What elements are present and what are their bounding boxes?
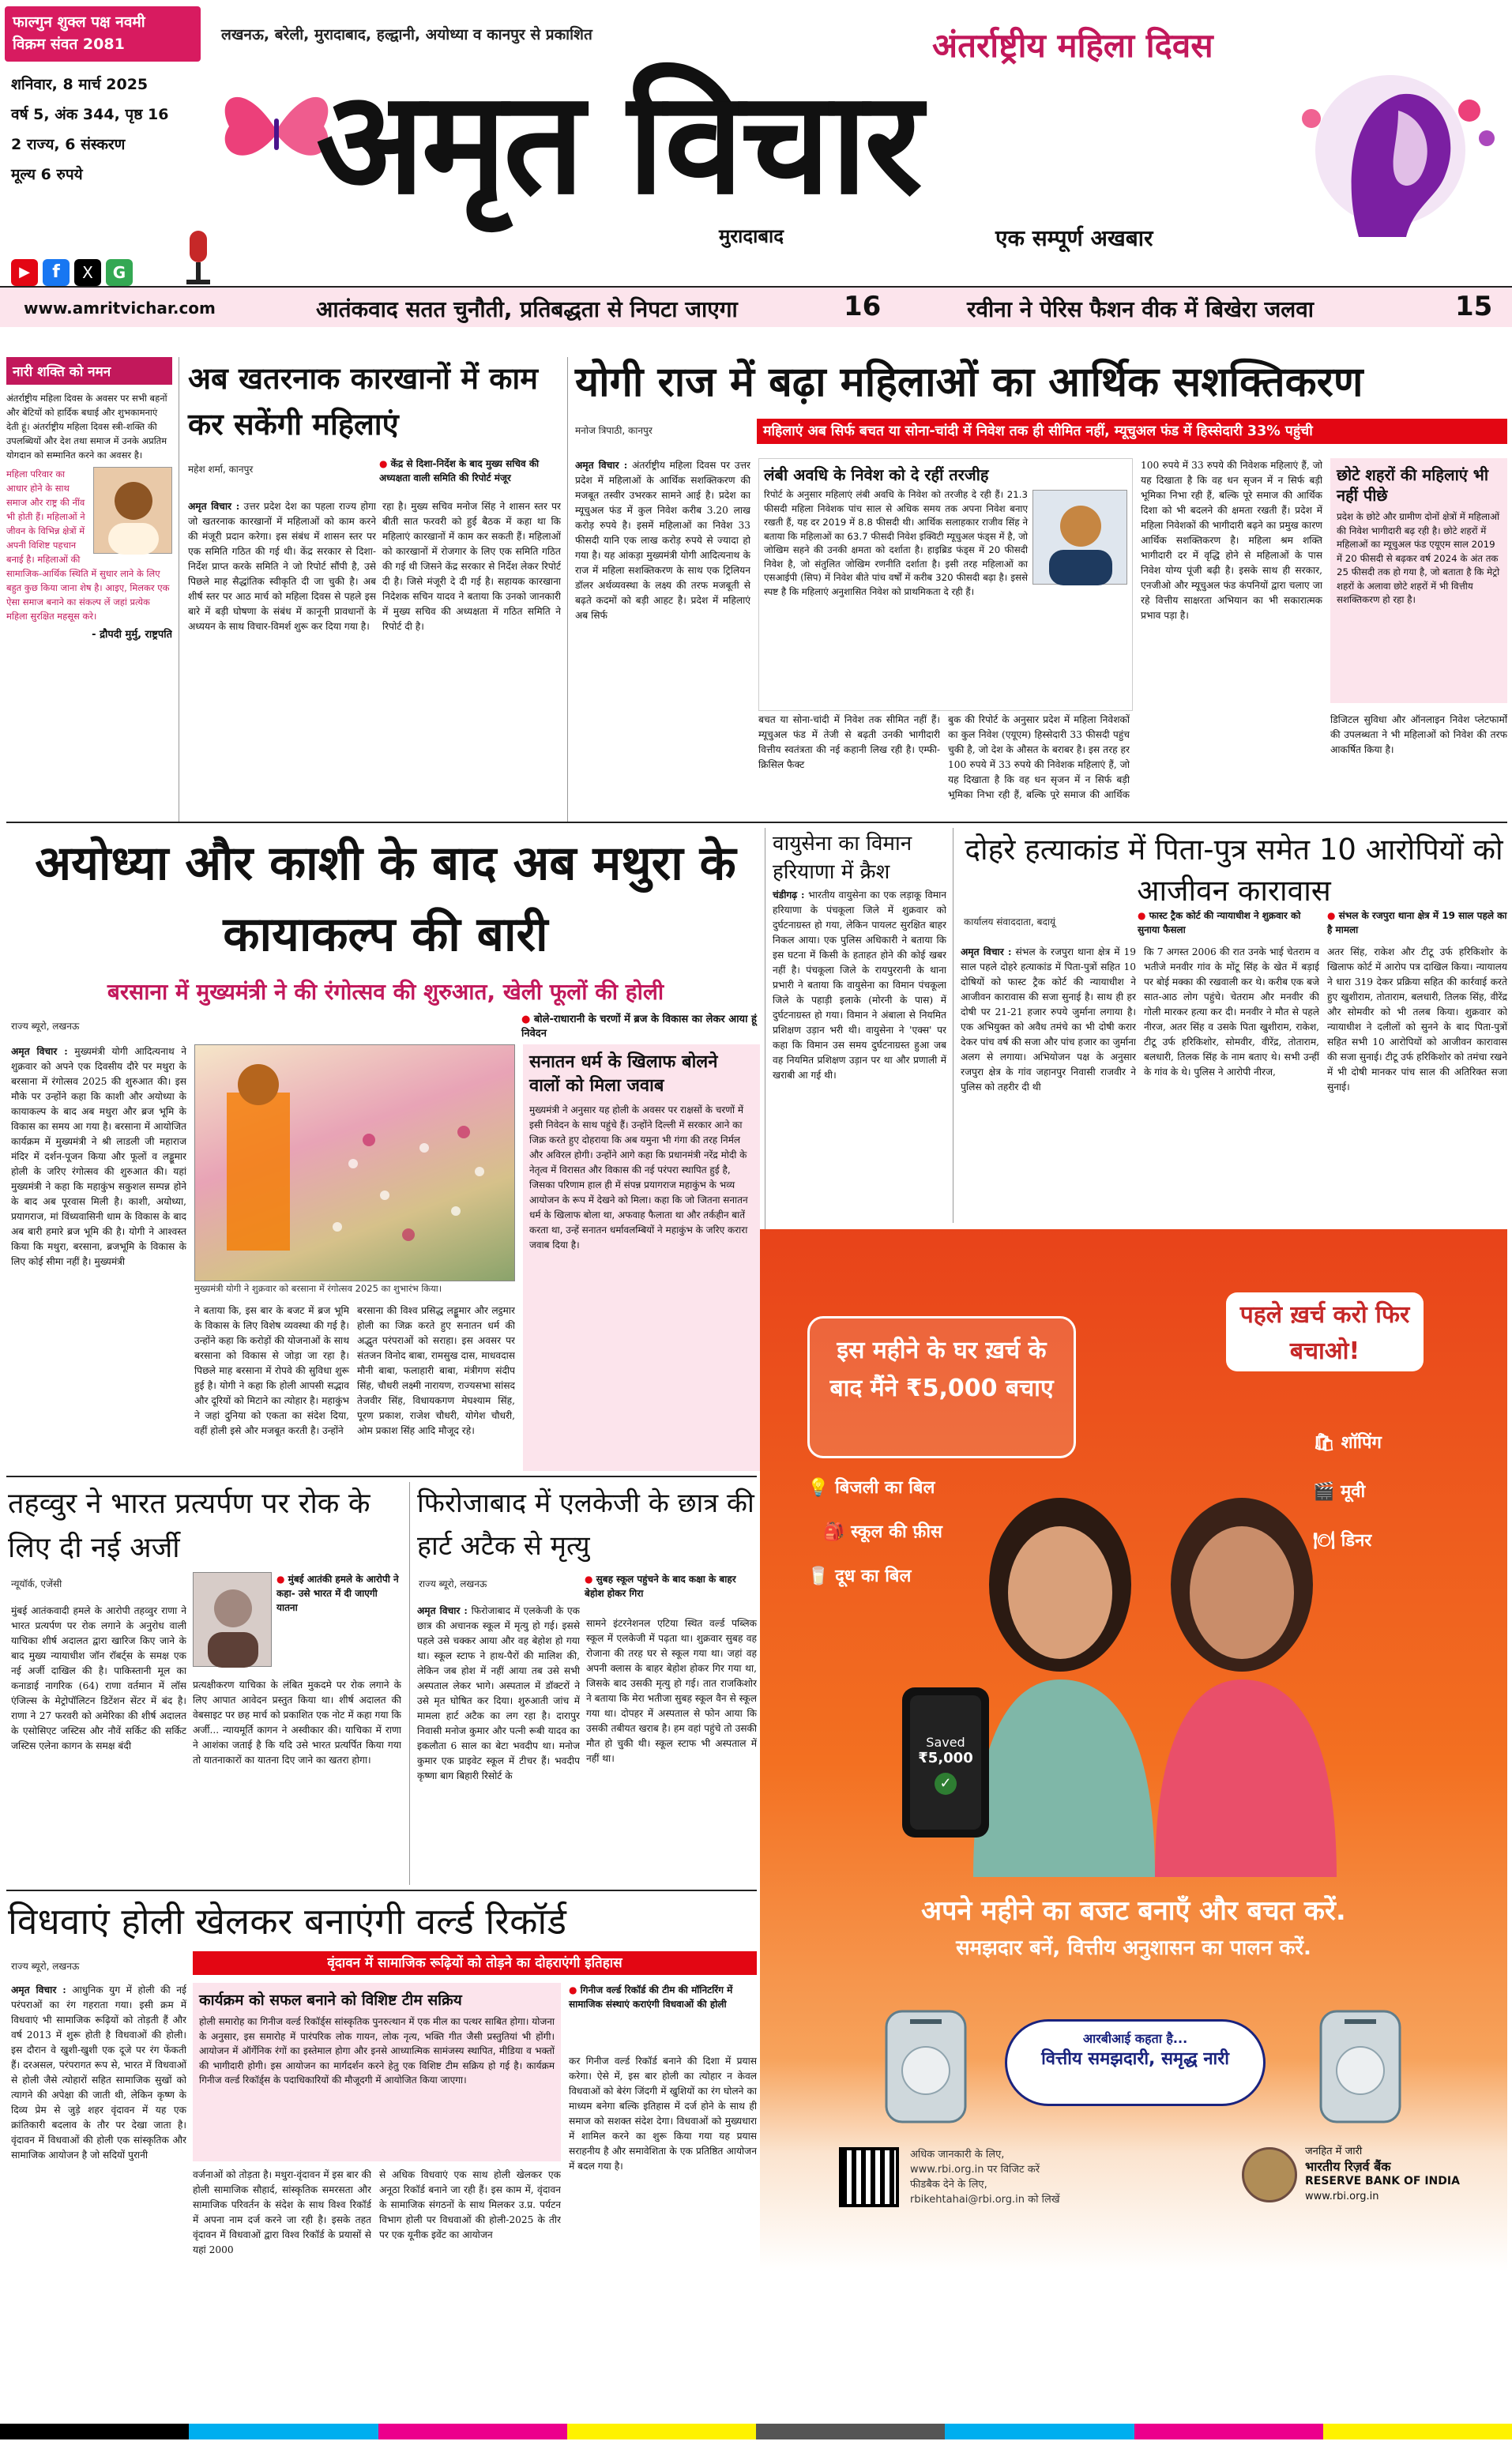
story2-col-4 [1141,458,1322,798]
story8-col-4 [569,2054,757,2409]
story3-col-1 [11,1044,186,1471]
story5-col-3 [1327,945,1507,1221]
story6-kicker: ● मुंबई आतंकी हमले के आरोपी ने कहा- उसे भारत में दी जाएगी यातना [276,1572,401,1615]
story2-dateline: अमृत विचार : [575,460,628,471]
story1-kicker: ● केंद्र से दिशा-निर्देश के बाद मुख्य सचिव की अध्यक्षता वाली समिति की रिपोर्ट मंजूर [379,457,561,485]
ticket-icon: 🎒 [823,1522,845,1542]
teaser-1-page: 16 [844,291,882,322]
tagline: एक सम्पूर्ण अखबार [995,225,1153,251]
special-day-label: अंतर्राष्ट्रीय महिला दिवस [932,26,1213,65]
story6-text-2: प्रत्यक्षीकरण याचिका के लंबित मुकदमे पर रोक लगाने के लिए आपात आवेदन प्रस्तुत किया था। शीर्ष अदालत की वेबसाइट पर छह मार्च को प्रकाशित एक नोट में कहा गया कि अर्जी... न्यायमूर्ति कागन ने अस्वीकार की। याचिका में राणा ने आशंका जताई है कि यदि उसे भारत प्रत्यर्पित किया गया तो यातनाकारों का यातना दिए जाने का खतरा होगा। [193,1680,401,1766]
story7-col-1 [417,1604,580,1888]
story1-text-2: रहा है। मुख्य सचिव मनोज सिंह ने शासन स्तर पर बीती सात फरवरी को हुई बैठक में कहा था कि महिलाएं कारखानों में काम कर सकती हैं। महिलाओं को कारखानों में रोजगार के लिए एक समिति गठित की गई थी जिसने केंद्र सरकार से निर्देश लेकर रिपोर्ट दी है। जिसे मंजूरी दे दी गई है। सहायक कारखाना निदेशक सचिन यादव ने बताया कि उनको जानकारी में मुख्य सचिव की अध्यक्षता में गठित समिति ने रिपोर्ट दी है। [382,501,561,632]
story5-text-1: संभल के रजपुरा थाना क्षेत्र में 19 साल पहले दोहरे हत्याकांड में पिता-पुत्रों सहित 10 दोषियों को फास्ट ट्रैक कोर्ट की न्यायाधीश ने आजीवन कारावास की सजा सुनाई है। साथ ही हर दोषी पर 21-21 हजार रुपये जुर्माना लगाया है। एक अभियुक्त को अवैध तमंचे का भी दोषी करार देकर पांच वर्ष की सजा और पांच हजार का जुर्माना अलग से लगाया। अभियोजन पक्ष के अनुसार रजपुरा क्षेत्र के गांव जहानपुर निवासी राजवीर ने पुलिस को तहरीर दी थी [961,946,1136,1093]
story1-text-1: उत्तर प्रदेश देश का पहला राज्य होगा जो खतरनाक कारखानों में महिलाओं को काम करने की मंजूरी प्रदान करेगा। इस संबंध में शासन स्तर पर एक समिति गठित की गई थी। केंद्र सरकार से दिशा-निर्देश प्राप्त करके समिति ने जो रिपोर्ट सौंपी है, उसे पिछले माह सैद्धांतिक स्वीकृति दी जा चुकी है। अब शीर्ष स्तर पर आठ मार्च को महिला दिवस से पहले इस बारे में बड़ी घोषणा के संबंध में कानूनी प्रावधानों के अध्ययन के साथ विचार-विमर्श शुरू कर दिया गया है। [188,501,376,632]
story3-text-3: बरसाना की विश्व प्रसिद्ध लड्डूमार और लट्ठमार होली का जिक्र करते हुए सनातन धर्म की अद्भुत परंपराओं को सराहा। इस अवसर पर संतजन विनोद बाबा, रामसुख दास, माधवदास मौनी बाबा, फलाहारी बाबा, मंत्रीगण संदीप सिंह, चौधरी लक्ष्मी नारायण, राज्यसभा सांसद तेजवीर सिंह, विधायकगण मेघश्याम सिंह, पूरण प्रकाश, राजेश चौधरी, योगेश चौधरी, ओम प्रकाश सिंह आदि मौजूद रहे। [357,1305,515,1436]
ad-contact [910,2147,1242,2207]
story4-text: भारतीय वायुसेना का एक लड़ाकू विमान हरियाणा के पंचकूला जिले में शुक्रवार को दुर्घटनाग्रस्त हो गया, लेकिन पायलट सुरक्षित बाहर निकल आया। एक पुलिस अधिकारी ने बताया कि इस घटना में किसी के हताहत होने की कोई खबर नहीं है। पंचकूला जिले के रायपुररानी के थाना प्रभारी ने बताया कि वायुसेना का विमान पंचकूला जिले के पहाड़ी इलाके (मोरनी के पास) में दुर्घटनाग्रस्त हो गया। विमान ने अंबाला से नियमित प्रशिक्षण उड़ान भरी थी। वायुसेना ने 'एक्स' पर कहा कि विमान उस समय दुर्घटनाग्रस्त हुआ जब वह नियमित प्रशिक्षण उड़ान पर था और प्रणाली में खराबी आ गई थी। [773,890,946,1081]
sidebar-heading: नारी शक्ति को नमन [6,357,172,385]
story8-box-text: होली समारोह का गिनीज वर्ल्ड रिकॉर्ड्स सांस्कृतिक पुनरुत्थान में एक मील का पत्थर साबित होगा। योजना के अनुसार, इस समारोह में पारंपरिक लोक गायन, लोक नृत्य, भक्ति गीत जैसी प्रस्तुतियां भी होंगी। आयोजन में ऑर्गेनिक रंगों का इस्तेमाल होगा और इनसे आध्यात्मिक सामंजस्य स्थापित, मीडिया व भक्तों की भागीदारी होगी। इस आयोजन का मार्गदर्शन करने हेतु एक विशिष्ट टीम सक्रिय हो गई है। कार्यक्रम गिनीज वर्ल्ड रिकॉर्ड्स के पदाधिकारियों की मौजूदगी में आयोजित किया जाएगा। [199,2016,555,2086]
story5-col-1 [961,945,1136,1221]
newspaper-title: अमृत विचार [316,61,920,226]
story2-col-3 [948,713,1130,799]
story3-byline: राज्य ब्यूरो, लखनऊ [11,1021,80,1032]
cities-line: लखनऊ, बरेली, मुरादाबाद, हल्द्वानी, अयोध्या व कानपुर से प्रकाशित [221,26,592,43]
story3-photo-caption: मुख्यमंत्री योगी ने शुक्रवार को बरसाना में रंगोत्सव 2025 का शुभारंभ किया। [194,1283,442,1294]
mic-logo-icon [174,228,221,291]
ad-slogan-2: समझदार बनें, वित्तीय अनुशासन का पालन करें. [956,1936,1311,1960]
ad-item-milk: दूध का बिल [835,1567,912,1586]
ad-item-dinner: डिनर [1341,1531,1372,1551]
ad-issuer-site[interactable]: www.rbi.org.in [1305,2191,1379,2202]
story2-text-4: 100 रुपये में 33 रुपये की निवेशक महिलाएं हैं, जो यह दिखाता है कि वह धन सृजन में न सिर्फ बड़ी भूमिका निभा रही हैं, बल्कि पूरे समाज की आर्थिक दिशा को भी बदलने की क्षमता रखती हैं। प्रदेश में महिला निवेशकों की भागीदारी बढ़ने का प्रमुख कारण आर्थिक सशक्तिकरण है। महिला श्रम शक्ति भागीदारी दर में वृद्धि होने से महिलाओं के पास निवेश योग्य पूंजी बढ़ी है। इसके साथ ही सरकार, एनजीओ और म्यूचुअल फंड कंपनियों द्वारा चलाए जा रहे वित्तीय साक्षरता अभियान का भी सकारात्मक प्रभाव पड़ा है। [1141,460,1322,621]
story8-dateline: अमृत विचार : [11,1984,66,1995]
ad-issuer-top: जनहित में जारी [1305,2146,1363,2157]
story7-byline: राज्य ब्यूरो, लखनऊ [419,1578,487,1589]
teaser-1[interactable]: आतंकवाद सतत चुनौती, प्रतिबद्धता से निपटा जाएगा [316,296,738,322]
ad-tagline: पहले ख़र्च करो फिर बचाओ! [1226,1292,1424,1371]
qr-code-icon[interactable] [839,2147,899,2207]
tahawwur-photo [193,1572,272,1667]
ad-item-electricity: बिजली का बिल [835,1478,935,1498]
story2-text-1: अंतर्राष्ट्रीय महिला दिवस पर उत्तर प्रदेश में महिलाओं के आर्थिक सशक्तिकरण की मजबूत तस्वीर उभरकर सामने आई है। प्रदेश का म्यूचुअल फंड में कुल निवेश करीब 3.20 लाख करोड़ रुपये है। इसमें महिलाओं का निवेश 33 फीसदी यानि एक लाख करोड़ रुपये से ज्यादा हो गया है। यह आंकड़ा मुख्यमंत्री योगी आदित्यनाथ के राज में महिला सशक्तिकरण के साथ एक ट्रिलियन डॉलर अर्थव्यवस्था के लक्ष्य की तरफ मजबूती से बढ़ते कदमों को बड़ी आहट है। प्रदेश में महिलाएं अब सिर्फ [575,460,750,621]
story8-text-2: वर्जनाओं को तोड़ता है। मथुरा-वृंदावन में इस बार की होली सामाजिक सौहार्द, सांस्कृतिक समरसता और सामाजिक परिवर्तन के संदेश के साथ विश्व रिकॉर्ड में अपना नाम दर्ज करने जा रही है। इसके तहत वृंदावन में विधवाओं द्वारा विश्व रिकॉर्ड के प्रयासों से यहां 2000 [193,2169,371,2255]
story8-text-1: आधुनिक युग में होली की नई परंपराओं का रंग गहराता गया। इसी क्रम में विधवाएं भी सामाजिक रूढ़ियों को तोड़ती हैं और वर्ष 2013 में शुरू होती है विधवाओं की होली। इस दौरान वे खुशी-खुशी एक दूजे पर रंग फेंकती हैं। दरअसल, परंपरागत रूप से, भारत में विधवाओं से होली जैसे त्योहारों सहित सामाजिक सुखों को त्यागने की अपेक्षा की जाती थी, लेकिन कृष्ण के दिव्य प्रेम से जुड़े शहर वृंदावन में यह एक क्रांतिकारी बदलाव के तौर पर देखा जाता है। वृंदावन में विधवाओं की होली एक सांस्कृतिक और सामाजिक आयोजन है जो सदियों पुरानी [11,1984,186,2161]
story3-col-3 [357,1303,515,1471]
color-strip [0,2424,1512,2439]
story6-text-1: मुंबई आतंकवादी हमले के आरोपी तहव्वुर राणा ने भारत प्रत्यर्पण पर रोक लगाने के अनुरोध वाली याचिका शीर्ष अदालत द्वारा खारिज किए जाने के बाद मुख्य न्यायाधीश जॉन रॉबर्ट्स के समक्ष एक नई अर्जी दाखिल की है। पाकिस्तानी मूल का कनाडाई नागरिक (64) राणा वर्तमान में लॉस एंजिल्स के मेट्रोपॉलिटन डिटेंशन सेंटर में बंद है। राणा ने 27 फरवरी को अमेरिका की शीर्ष अदालत के एसोसिएट जस्टिस और नौवें सर्किट की सर्किट जस्टिस एलेना कागन के समक्ष बंदी [11,1605,186,1751]
ad-slogan-1: अपने महीने का बजट बनाएँ और बचत करें. [921,1895,1346,1927]
ad-left-items [807,1466,942,1599]
issue-info [11,70,201,190]
divider [567,357,568,823]
story1-col-2 [382,499,561,799]
story2-col-1 [575,458,750,798]
dinner-icon: 🍽 [1313,1531,1335,1551]
teaser-strip [0,286,1512,327]
story5-kicker-2: ● संभल के रजपुरा थाना क्षेत्र में 19 साल पहले का है मामला [1327,908,1509,937]
story8-subhead: वृंदावन में सामाजिक रूढ़ियों को तोड़ने का दोहराएंगी इतिहास [193,1951,757,1975]
movie-icon: 🎬 [1313,1482,1335,1502]
story3-photo [194,1044,515,1281]
story5-kicker-1: ● फास्ट ट्रैक कोर्ट की न्यायाधीश ने शुक्रवार को सुनाया फैसला [1138,908,1319,937]
story5-headline[interactable]: दोहरे हत्याकांड में पिता-पुत्र समेत 10 आरोपियों को आजीवन कारावास [965,833,1503,908]
sidebar-president [6,357,172,799]
story2-col-5 [1330,713,1507,799]
story8-headline[interactable]: विधवाएं होली खेलकर बनाएंगी वर्ल्ड रिकॉर्ड [8,1900,566,1943]
story7-col-2 [586,1616,757,1888]
story5-text-3: अतर सिंह, राकेश और टीटू उर्फ हरिकिशोर के खिलाफ कोर्ट में आरोप पत्र दाखिल किया। न्यायालय ने धारा 319 देकर प्रक्रिया सहित की कार्रवाई करते हुए खुशीराम, तोताराम, बलधारी, तिलक सिंह, वीरेंद्र और सोमवीर को भी तलब किया। शुक्रवार को न्यायाधीश ने दलीलों को सुनने के बाद पिता-पुत्रों सहित सभी 10 आरोपियों को आजीवन कारावास की सजा सुनाई। टीटू उर्फ हरिकिशोर को तमंचा रखने में भी दोषी मानकर पांच साल की अतिरिक्त सजा सुनाई। [1327,946,1507,1093]
story4-dateline: चंडीगढ़ : [773,890,805,901]
youtube-icon[interactable]: ▶ [11,259,38,286]
story8-box-title: कार्यक्रम को सफल बनाने को विशिष्ट टीम सक्रिय [199,1992,462,2009]
ad-item-school: स्कूल की फ़ीस [851,1522,942,1542]
edition-city: मुरादाबाद [719,225,784,247]
story8-col-1 [11,1983,186,2409]
issue-price: मूल्य 6 रुपये [11,166,83,183]
ad-issuer [1305,2144,1503,2204]
ad-phone-saved: Saved [926,1735,965,1750]
story3-dateline: अमृत विचार : [11,1046,68,1057]
panchang-line-2: विक्रम संवत 2081 [13,36,125,53]
sidebar-body: महिला परिवार का आधार होने के साथ समाज और राष्ट्र की नींव भी होती हैं। महिलाओं ने जीवन के विभिन्न क्षेत्रों में अपनी विशिष्ट पहचान बनाई है। महिलाओं की सामाजिक-आर्थिक स्थिति में सुधार लाने के लिए बहुत कुछ किया जाना शेष है। आइए, मिलकर एक ऐसा समाज बनाने का संकल्प लें जहां प्रत्येक महिला सुरक्षित महसूस करे। [6,468,170,622]
teaser-2[interactable]: रवीना ने पेरिस फैशन वीक में बिखेरा जलवा [967,296,1315,322]
ad-issuer-hi: भारतीय रिज़र्व बैंक [1305,2159,1391,2174]
president-photo [93,467,172,554]
sidebar-signature: - द्रौपदी मुर्मु, राष्ट्रपति [92,629,172,641]
ad-issuer-en: RESERVE BANK OF INDIA [1305,2175,1460,2187]
story6-headline[interactable]: तहव्वुर ने भारत प्रत्यर्पण पर रोक के लिए दी नई अर्जी [8,1488,370,1564]
bulb-icon: 💡 [807,1478,829,1498]
story8-col-3 [379,2168,561,2409]
story8-text-4: कर गिनीज वर्ल्ड रिकॉर्ड बनाने की दिशा में प्रयास करेगा। ऐसे में, इस बार होली का त्योहार न केवल विधवाओं को बेरंग जिंदगी में खुशियों का रंग घोलने का माध्यम बनेगा बल्कि इतिहास में दर्ज होने के साथ ही समाज को सशक्त संदेश देगा। विधवाओं को मुख्यधारा में शामिल करने का शुरू किया गया यह प्रयास सराहनीय है और समावेशिता के एक प्रतिष्ठित आयोजन में बदल गया है। [569,2056,757,2172]
ad-phone-amount: ₹5,000 [918,1750,973,1766]
rbi-seal-icon [1242,2147,1297,2202]
story8-byline: राज्य ब्यूरो, लखनऊ [11,1961,80,1972]
story8-box [193,1983,561,2161]
story3-subhead: बरसाना में मुख्यमंत्री ने की रंगोत्सव की शुरुआत, खेली फूलों की होली [107,979,664,1005]
ad-item-shopping: शॉपिंग [1341,1433,1382,1453]
ad-contact-line1: अधिक जानकारी के लिए, [910,2149,1005,2161]
story3-headline[interactable]: अयोध्या और काशी के बाद अब मथुरा के कायाकल्प की बारी [35,836,736,962]
story1-dateline: अमृत विचार : [188,501,240,512]
story7-dateline: अमृत विचार : [417,1605,468,1616]
investor-photo [1032,490,1127,585]
website[interactable]: www.amritvichar.com [24,299,216,318]
issue-date: शनिवार, 8 मार्च 2025 [11,76,149,93]
story2-box-title: लंबी अवधि के निवेश को दे रहीं तरजीह [764,465,989,484]
story3-box [523,1044,760,1471]
story1-headline[interactable]: अब खतरनाक कारखानों में काम कर सकेंगी महिलाएं [188,361,538,442]
story3-col-2 [194,1303,349,1471]
story2-headline[interactable]: योगी राज में बढ़ा महिलाओं का आर्थिक सशक्तिकरण [575,359,1363,406]
ad-contact-line3: फीडबैक देने के लिए, [910,2179,987,2191]
issue-volume: वर्ष 5, अंक 344, पृष्ठ 16 [11,106,169,123]
ad-badge-main: वित्तीय समझदारी, समृद्ध नारी [1041,2049,1229,2069]
story7-text-2: सामने इंटरनेशनल एटिया स्थित वर्ल्ड पब्लिक स्कूल में एलकेजी में पढ़ता था। शुक्रवार सुबह वह रोजाना की तरह घर से स्कूल गया था। जहां वह अपनी क्लास के बाहर बेहोश होकर गिर गया था, जिसके बाद उसकी मृत्यु हो गई। तात राजकिशोर ने बताया कि मेरा भतीजा सुबह स्कूल वैन से स्कूल गया था। दोपहर में अस्पताल से फोन आया कि उसकी तबीयत खराब है। हम वहां पहुंचे तो उसकी मौत हो चुकी थी। स्कूल स्टाफ भी अस्पताल में नहीं था। [586,1618,757,1764]
story3-box-text: मुख्यमंत्री ने अनुसार यह होली के अवसर पर राक्षसों के चरणों में इसी निवेदन के साथ पहुंचे हैं। उन्होंने दिल्ली में सरकार आने का जिक्र करते हुए दोहराया कि अब यमुना भी गंगा की तरह निर्मल और अविरल होगी। उन्होंने आगे कहा कि प्रधानमंत्री नरेंद्र मोदी के नेतृत्व में विरासत और विकास की नई परंपरा स्थापित हुई है, जिसका परिणाम हाल ही में संपन्न प्रयागराज महाकुंभ के भव्य आयोजन के रूप में देखने को मिला। कहा कि जो जितना सनातन धर्म के खिलाफ बोला था, अफवाह फैलाता था और तर्कहीन बातें करता था, उन्हें सनातन धर्मावलम्बियों ने महाकुंभ के जरिए करारा जवाब दिया है। [529,1104,748,1251]
story8-kicker: ● गिनीज वर्ल्ड रिकॉर्ड की टीम की मॉनिटरिंग में सामाजिक संस्थाएं कराएंगी विधवाओं की होली [569,1983,757,2011]
ad-bubble-text: इस महीने के घर ख़र्च के बाद मैंने ₹5,000 बचाए [829,1337,1054,1402]
story7-text-1: फिरोजाबाद में एलकेजी के एक छात्र की अचानक स्कूल में मृत्यु हो गई। इससे पहले उसे चक्कर आया और वह बेहोश हो गया था। स्कूल स्टाफ ने हाथ-पैरों की मालिश की, लेकिन जब होश में नहीं आया तब उसे सभी अस्पताल लेकर भागे। अस्पताल में डॉक्टरों ने उसे मृत घोषित कर दिया। शुरुआती जांच में मामला हार्ट अटैक का लग रहा है। दारापुर निवासी मनोज कुमार और पत्नी रूबी यादव का इकलौता 6 साल का बेटा भवदीप था। मनोज कुमार एक प्राइवेट स्कूल में टीचर हैं। भवदीप कृष्णा बाग बिहारी रिसोर्ट के [417,1605,580,1781]
women-day-art [1280,63,1509,261]
story2-text-5: डिजिटल सुविधा और ऑनलाइन निवेश प्लेटफार्मों की उपलब्धता ने भी महिलाओं को निवेश की तरफ आकर्षित किया है। [1330,714,1507,755]
shopping-bag-icon: 🛍 [1313,1433,1335,1453]
ad-item-movie: मूवी [1341,1482,1366,1502]
divider [6,1890,757,1891]
ad-phone-screen [910,1695,981,1830]
rbi-advertisement[interactable] [760,1229,1507,2414]
ad-contact-line2[interactable]: www.rbi.org.in पर विजिट करें [910,2164,1040,2176]
milk-icon: 🥛 [807,1567,829,1586]
check-icon: ✓ [935,1773,957,1795]
story2-text-3: बुक की रिपोर्ट के अनुसार प्रदेश में महिला निवेशकों का कुल निवेश (एयूएम) हिस्सेदारी 33 फीसदी पहुंच चुकी है, जो देश के औसत के बराबर है। इस तरह हर 100 रुपये में 33 रुपये की निवेशक महिलाएं हैं, जो यह दिखाता है कि वह धन सृजन में न सिर्फ बड़ी भूमिका निभा रही हैं, बल्कि पूरे समाज की आर्थिक [948,714,1130,799]
divider [6,822,1507,823]
panchang-line-1: फाल्गुन शुक्ल पक्ष नवमी [13,13,145,31]
issue-editions: 2 राज्य, 6 संस्करण [11,136,126,153]
ad-women-illustration [926,1450,1368,1877]
story1-col-1 [188,499,376,799]
story3-text-1: मुख्यमंत्री योगी आदित्यनाथ ने शुक्रवार को अपने एक दिवसीय दौरे पर मथुरा के बरसाना में रंगोत्सव 2025 की शुरुआत की। इस मौके पर उन्होंने कहा कि काशी और अयोध्या के कायाकल्प के बाद अब मथुरा और ब्रज भूमि के विकास का समय आ गया है। बरसाना में आयोजित कार्यक्रम में मुख्यमंत्री ने श्री लाडली जी महाराज मंदिर में दर्शन-पूजन किया और फूलों व लड्डूमार होली के जरिए रंगोत्सव की शुरुआत की। यहां मुख्यमंत्री ने कहा कि महाकुंभ सकुशल सम्पन्न होने के बाद अब पूरवास मिली है। काशी, अयोध्या, प्रयागराज, मां विंध्यवासिनी धाम के विकास के बाद अब बारी हमारे ब्रज भूमि की है। योगी ने आश्वस्त किया कि मथुरा, बरसाना, ब्रजभूमि के विकास के लिए कोई सीमा नहीं है। मुख्यमंत्री [11,1046,186,1267]
ad-badge-top: आरबीआई कहता है... [1082,2031,1188,2046]
story5-byline: कार्यालय संवाददाता, बदायूं [964,916,1055,927]
story2-sidebox [1330,458,1507,703]
coin-bank-right-icon [1313,1995,1408,2138]
story4-headline[interactable]: वायुसेना का विमान हरियाणा में क्रैश [773,832,912,884]
story8-text-3: से अधिक विधवाएं एक साथ होली खेलकर एक अनूठा रिकॉर्ड बनाने जा रही हैं। इस काम में, वृंदावन के सामाजिक संगठनों के साथ मिलकर उ.प्र. पर्यटन विभाग होली पर विधवाओं की होली-2025 के तीर पर एक यूनीक इवेंट का आयोजन [379,2169,561,2240]
sidebar-intro: अंतर्राष्ट्रीय महिला दिवस के अवसर पर सभी बहनों और बेटियों को हार्दिक बधाई और शुभकामनाएं देती हूं। अंतर्राष्ट्रीय महिला दिवस स्त्री-शक्ति की उपलब्धियों और देश तथा समाज में उनके अप्रतिम योगदान को सम्मानित करने का अवसर है। [6,393,167,461]
story3-kicker: ● बोले-राधारानी के चरणों में ब्रज के विकास का लेकर आया हूं निवेदन [521,1013,758,1041]
story2-col-2b [758,713,940,799]
facebook-icon[interactable]: f [43,259,70,286]
story2-byline: मनोज त्रिपाठी, कानपुर [575,425,653,436]
story2-sidebox-text: प्रदेश के छोटे और ग्रामीण दोनों क्षेत्रों में महिलाओं की निवेश भागीदारी बढ़ रही है। छोटे शहरों में महिलाओं का म्यूचुअल फंड एयूएम साल 2019 में 20 फीसदी से बढ़कर वर्ष 2024 के अंत तक 25 फीसदी तक हो गया है, जो बताता है कि मेट्रो शहरों के अलावा छोटे शहरों में भी वित्तीय सशक्तिकरण हो रहा है। [1337,511,1500,605]
story2-box-text: रिपोर्ट के अनुसार महिलाएं लंबी अवधि के निवेश को तरजीह दे रही हैं। 21.3 फीसदी महिला निवेशक पांच साल से अधिक समय तक अपना निवेश बनाए रखती हैं, यह दर 2019 में 8.8 फीसदी थी। आर्थिक सलाहकार राजीव सिंह ने बताया कि महिलाओं का 63.7 फीसदी निवेश इक्विटी म्यूचुअल फंड्स में है, जो जोखिम सहने की उनकी क्षमता को दर्शाता है। हाइब्रिड फंड्स में 20 फीसदी निवेश है, जो संतुलित जोखिम रणनीति दर्शाता है। इसी तरह महिलाओं का एसआईपी (सिप) में निवेश बीते पांच वर्षों में करीब 320 फीसदी बढ़ा है। इससे स्पष्ट है कि महिलाएं अनुशासित निवेश को प्राथमिकता दे रही हैं। [764,489,1028,597]
x-icon[interactable]: X [74,259,101,286]
story5-dateline: अमृत विचार : [961,946,1012,957]
divider [6,1476,757,1477]
story6-byline: न्यूयॉर्क, एजेंसी [11,1578,62,1589]
story2-box [758,458,1133,711]
story5-text-2: कि 7 अगस्त 2006 की रात उनके भाई चेतराम व भतीजे मनवीर गांव के मोंटू सिंह के खेत में बड़ाई पर बोई मक्का की रखवाली कर थे। करीब एक बजे सात-आठ लोग पहुंचे। चेतराम और मनवीर की गोली मारकर हत्या कर दी। मनवीर ने मौत से पहले नीरज, अतर सिंह व उसके पिता खुशीराम, राकेश, टीटू उर्फ हरिकिशोर, सोमवीर, वीरेंद्र, तोताराम, बलधारी, तिलक सिंह के नाम बताए थे। सभी उन्हीं के गांव के थे। पुलिस ने आरोपी नीरज, [1144,946,1319,1078]
coin-bank-left-icon [878,1995,973,2138]
story7-kicker: ● सुबह स्कूल पहुंचने के बाद कक्षा के बाहर बेहोश होकर गिरा [585,1572,757,1601]
teaser-2-page: 15 [1455,291,1493,322]
story7-headline[interactable]: फिरोजाबाद में एलकेजी के छात्र की हार्ट अटैक से मृत्यु [417,1488,754,1562]
ad-phone [902,1687,989,1838]
story3-text-2: ने बताया कि, इस बार के बजट में ब्रज भूमि के विकास के लिए विशेष व्यवस्था की गई है। उन्होंने कहा कि करोड़ों की योजनाओं के साथ बरसाना को विकास से जोड़ा जा रहा है। पिछले माह बरसाना में रोपवे की सुविधा शुरू हुई है। योगी ने कहा कि होली आपसी सद्भाव और दूरियों को मिटाने का त्योहार है। महाकुंभ ने जहां दुनिया को एकता का संदेश दिया, वहीं होली इसे और मजबूत करती है। उन्होंने [194,1305,349,1436]
story8-col-2 [193,2168,371,2409]
story5-col-2 [1144,945,1319,1221]
ad-badge [1005,2019,1266,2106]
story3-box-title: सनातन धर्म के खिलाफ बोलने वालों को मिला जवाब [529,1052,718,1096]
masthead [0,0,1512,332]
story2-text-2: बचत या सोना-चांदी में निवेश तक सीमित नहीं हैं। म्यूचुअल फंड में तेजी से बढ़ती उनकी भागीदारी वित्तीय स्वतंत्रता की नई कहानी लिख रही है। एम्फी-क्रिसिल फैक्ट [758,714,940,770]
story4-col [773,888,946,1220]
google-icon[interactable]: G [106,259,133,286]
story2-subhead: महिलाएं अब सिर्फ बचत या सोना-चांदी में निवेश तक ही सीमित नहीं, म्यूचुअल फंड में हिस्सेदारी 33% पहुंची [757,419,1507,444]
panchang-box [5,6,201,62]
ad-contact-line4[interactable]: rbikehtahai@rbi.org.in को लिखें [910,2194,1060,2206]
story1-byline: महेश शर्मा, कानपुर [188,464,254,475]
story6-col-1 [11,1604,186,1888]
divider [409,1482,410,1885]
story6-col-2 [193,1678,401,1888]
story2-sidebox-title: छोटे शहरों की महिलाएं भी नहीं पीछे [1337,465,1489,505]
